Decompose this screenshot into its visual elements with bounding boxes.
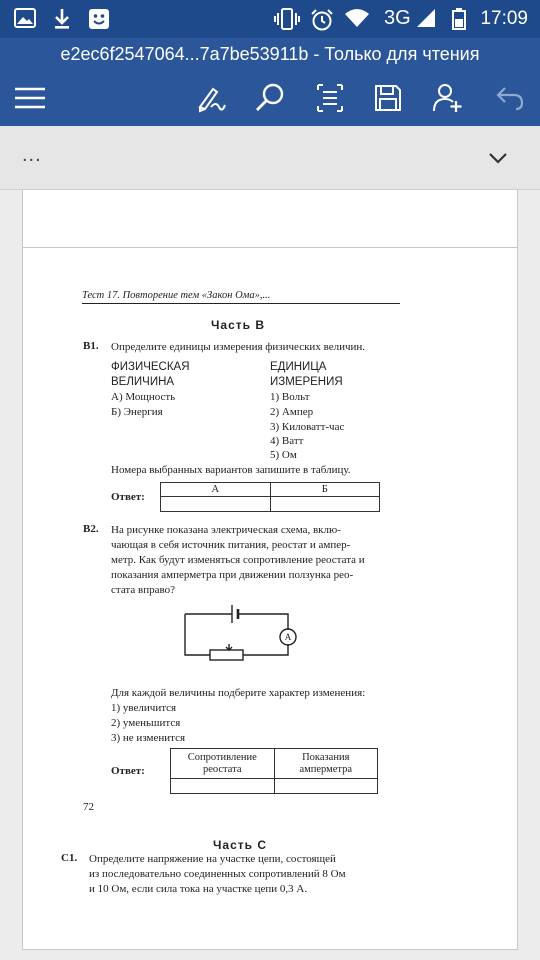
part-b-title: Часть В [211, 318, 266, 332]
b1-answer-label: Ответ: [111, 491, 145, 503]
b1-left-item: А) Мощность [111, 391, 176, 403]
answer-cell [171, 779, 275, 794]
circuit-wire-bottom-right [243, 644, 288, 655]
b1-right-item: 5) Ом [270, 449, 297, 461]
b2-option: 1) увеличится [111, 702, 177, 714]
download-icon [52, 8, 72, 30]
page-number: 72 [83, 801, 94, 813]
signal-icon [416, 8, 436, 28]
b1-question: Определите единицы измерения физических величин. [111, 341, 366, 353]
ribbon [0, 126, 540, 190]
b1-left-item: Б) Энергия [111, 406, 163, 418]
c1-question-line: из последовательно соединенных сопротивлений 8 Ом [89, 868, 346, 880]
table-header-line: реостата [202, 763, 242, 775]
undo-icon [496, 85, 524, 116]
running-header: Тест 17. Повторение тем «Закон Ома»,... [82, 290, 271, 301]
smiley-icon [88, 8, 110, 30]
b1-right-item: 1) Вольт [270, 391, 310, 403]
document-title: e2ec6f2547064...7a7be53911b - Только для чтения [60, 44, 480, 64]
rheostat-body [210, 650, 243, 660]
menu-button[interactable] [10, 80, 50, 120]
b1-left-head-2: ВЕЛИЧИНА [111, 376, 175, 388]
b2-question-line: чающая в себя источник питания, реостат и ампер- [111, 539, 351, 551]
b2-question-line: На рисунке показана электрическая схема, вклю- [111, 524, 341, 536]
b2-answer-label: Ответ: [111, 765, 145, 777]
share-icon [433, 83, 463, 118]
circuit-diagram [173, 598, 313, 670]
b1-right-head-1: ЕДИНИЦА [270, 361, 327, 373]
circuit-wire-left [185, 614, 210, 655]
share-button[interactable] [428, 80, 468, 120]
gallery-icon [14, 8, 36, 28]
vibrate-icon [274, 8, 300, 30]
header-rule [82, 303, 400, 304]
b2-question-line: показания амперметра при движении ползунка рео- [111, 569, 354, 581]
battery-icon [452, 8, 466, 30]
c1-question-line: Определите напряжение на участке цепи, состоящей [89, 853, 336, 865]
table-header-line: Сопротивление [187, 751, 257, 763]
save-button[interactable] [368, 80, 408, 120]
toolbar [0, 72, 540, 126]
c1-label: С1. [61, 852, 78, 864]
b1-instruction: Номера выбранных вариантов запишите в таблицу. [111, 464, 351, 476]
table-header-cell [274, 749, 378, 779]
b2-question-line: метр. Как будут изменяться сопротивление реостата и [111, 554, 365, 566]
answer-cell [270, 497, 380, 512]
clock: 17:09 [480, 8, 528, 29]
search-icon [255, 83, 285, 118]
b1-right-head-2: ИЗМЕРЕНИЯ [270, 376, 343, 388]
b1-answer-table [160, 482, 380, 512]
draw-icon [197, 83, 227, 118]
chevron-down-icon [484, 159, 512, 176]
more-options-button[interactable]: ... [22, 144, 42, 166]
reading-view-button[interactable] [310, 80, 350, 120]
page-break-line [23, 247, 517, 248]
ammeter-label: A [284, 632, 292, 642]
b1-right-item: 3) Киловатт-час [270, 421, 345, 433]
title-bar [0, 38, 540, 72]
b2-answer-table [170, 748, 378, 794]
reading-view-icon [316, 84, 344, 117]
expand-ribbon-button[interactable] [484, 144, 512, 172]
b1-right-item: 2) Ампер [270, 406, 314, 418]
save-icon [374, 84, 402, 117]
table-header-line: амперметра [299, 763, 353, 775]
undo-button[interactable] [490, 80, 530, 120]
c1-question-line: и 10 Ом, если сила тока на участке цепи 0,3 А. [89, 883, 308, 895]
wifi-icon [344, 8, 370, 28]
alarm-icon [310, 8, 334, 32]
b1-label: В1. [83, 340, 99, 352]
document-page[interactable] [22, 190, 518, 950]
table-header-cell: Б [270, 483, 380, 497]
table-header-cell: А [161, 483, 271, 497]
b2-option: 2) уменьшится [111, 717, 181, 729]
network-type: 3G [384, 7, 411, 29]
b2-instruction: Для каждой величины подберите характер изменения: [111, 687, 366, 699]
draw-button[interactable] [192, 80, 232, 120]
table-header-cell [171, 749, 275, 779]
b2-question-line: стата вправо? [111, 584, 175, 596]
circuit-wire-top-right [239, 614, 288, 630]
menu-icon [14, 87, 46, 114]
answer-cell [274, 779, 378, 794]
part-c-title: Часть С [213, 838, 268, 852]
b2-label: В2. [83, 523, 99, 535]
b1-right-item: 4) Ватт [270, 435, 304, 447]
b2-option: 3) не изменится [111, 732, 186, 744]
table-header-line: Показания [302, 751, 350, 763]
search-button[interactable] [250, 80, 290, 120]
answer-cell [161, 497, 271, 512]
status-bar [0, 0, 540, 38]
b1-left-head-1: ФИЗИЧЕСКАЯ [111, 361, 190, 373]
